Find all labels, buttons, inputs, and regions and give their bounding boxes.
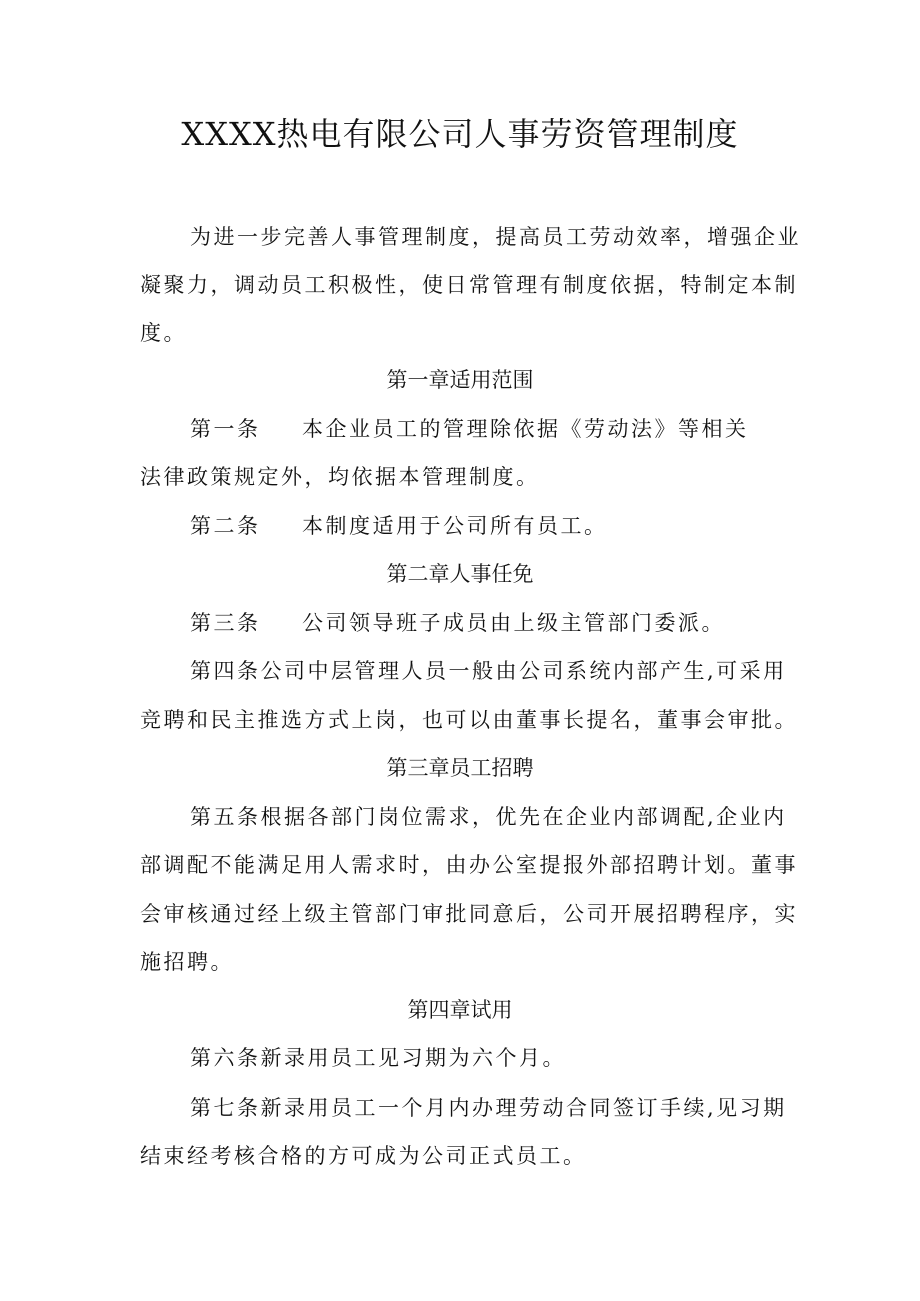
- article-line: [190, 608, 725, 638]
- article-line: 第六条新录用员工见习期为六个月。: [190, 1046, 566, 1070]
- preamble-line: 凝聚力，调动员工积极性，使日常管理有制度依据，特制定本制: [140, 273, 798, 297]
- article-line: 第七条新录用员工一个月内办理劳动合同签订手续,见习期: [190, 1096, 787, 1120]
- chapter-heading: 第三章员工招聘: [386, 756, 534, 780]
- chapter-heading: 第二章人事任免: [386, 562, 534, 586]
- article-line: 竞聘和民主推选方式上岗，也可以由董事长提名，董事会审批。: [140, 708, 798, 732]
- preamble-line: 为进一步完善人事管理制度，提高员工劳动效率，增强企业: [190, 225, 801, 249]
- article-line: 第五条根据各部门岗位需求，优先在企业内部调配,企业内: [190, 805, 787, 829]
- article-line: 法律政策规定外，均依据本管理制度。: [140, 465, 540, 489]
- preamble-line: 度。: [140, 321, 187, 345]
- article-line: [190, 511, 608, 541]
- article-text: 本制度适用于公司所有员工。: [302, 514, 608, 538]
- article-text: 公司领导班子成员由上级主管部门委派。: [302, 611, 725, 635]
- article-line: 第四条公司中层管理人员一般由公司系统内部产生,可采用: [190, 659, 787, 683]
- chapter-heading: 第四章试用: [407, 998, 513, 1022]
- article-text: 本企业员工的管理除依据《劳动法》等相关: [302, 417, 749, 441]
- article-line: 施招聘。: [140, 950, 234, 974]
- article-line: 部调配不能满足用人需求时，由办公室提报外部招聘计划。董事: [140, 853, 798, 877]
- article-line: [190, 414, 749, 444]
- article-number: 第二条: [190, 514, 261, 538]
- article-number: 第一条: [190, 417, 261, 441]
- article-line: 结束经考核合格的方可成为公司正式员工。: [140, 1144, 587, 1168]
- article-line: 会审核通过经上级主管部门审批同意后，公司开展招聘程序，实: [140, 902, 798, 926]
- chapter-heading: 第一章适用范围: [386, 368, 534, 392]
- document-title: XXXX热电有限公司人事劳资管理制度: [181, 115, 739, 153]
- article-number: 第三条: [190, 611, 261, 635]
